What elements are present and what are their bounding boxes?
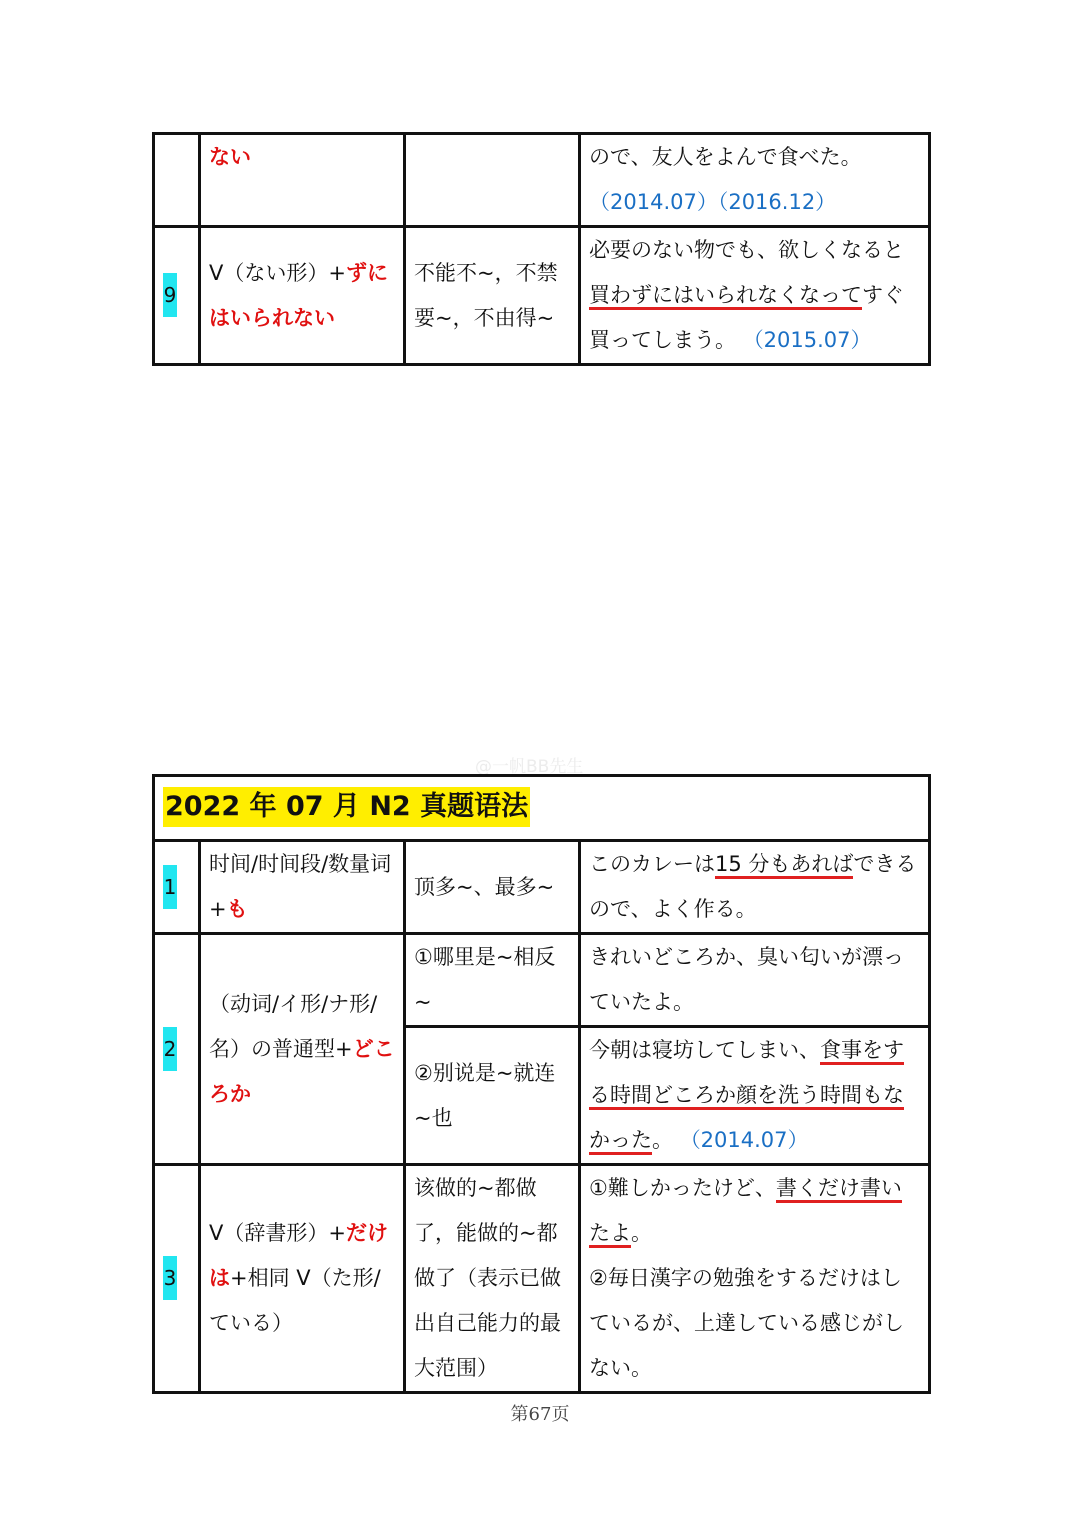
grammar-cell [200, 934, 405, 1165]
watermark: @一帆BB先生 [475, 757, 584, 777]
example-cell [580, 841, 930, 934]
meaning-cell: 顶多~、最多~ [405, 841, 580, 934]
underlined-grammar: 食事をする時間どころか顔を洗う時間もなかった [589, 1038, 904, 1155]
meaning-cell [405, 134, 580, 227]
page-number: 第67页 [510, 1404, 570, 1425]
row-number: 1 [163, 865, 177, 909]
exam-date: （2015.07） [742, 328, 872, 352]
grammar-prefix: V（ない形）+ [209, 260, 346, 285]
grammar-pattern: も [226, 897, 248, 921]
example-cell [580, 1165, 930, 1393]
title-row [154, 776, 930, 841]
exam-dates: （2014.07）（2016.12） [589, 190, 837, 214]
grammar-pattern: ない [209, 145, 251, 169]
grammar-cell [200, 841, 405, 934]
example-text: すぐ買ってしまう。 [589, 283, 904, 352]
underlined-grammar: 書くだけ書いたよ [589, 1176, 902, 1248]
example-cell: きれいどころか、臭い匂いが漂っていたよ。 [580, 934, 930, 1027]
row-number-cell [154, 227, 200, 365]
table-row [154, 227, 930, 365]
grammar-prefix: V（辞書形）+ [209, 1221, 346, 1245]
meaning-cell: ②别说是~就连~也 [405, 1027, 580, 1165]
grammar-table-continued [152, 132, 931, 366]
grammar-pattern: だけは [209, 1221, 388, 1290]
row-number: 2 [163, 1027, 177, 1071]
table-row [154, 841, 930, 934]
underlined-grammar: 買わずにはいられなくなって [589, 283, 862, 310]
meaning-cell: ①哪里是~相反~ [405, 934, 580, 1027]
example-text: できるので、よく作る。 [589, 852, 917, 921]
grammar-table-2022 [152, 774, 931, 1394]
meaning-cell: 该做的~都做了，能做的~都做了（表示已做出自己能力的最大范围） [405, 1165, 580, 1393]
underlined-grammar: 15 分もあれば [715, 852, 853, 879]
example-text: ②毎日漢字の勉強をするだけはしているが、上達している感じがしない。 [589, 1266, 904, 1380]
row-number-cell [154, 841, 200, 934]
table-row [154, 134, 930, 227]
grammar-pattern: ずにはいられない [209, 260, 388, 330]
row-number: 9 [163, 273, 177, 317]
grammar-prefix: （动词/イ形/ナ形/名）の普通型+ [209, 991, 378, 1061]
table-row [154, 1165, 930, 1393]
row-number-cell [154, 1165, 200, 1393]
grammar-pattern: どころか [209, 1036, 395, 1106]
exam-date: （2014.07） [679, 1128, 809, 1152]
table-title: 2022 年 07 月 N2 真题语法 [163, 787, 530, 827]
row-number: 3 [163, 1256, 177, 1300]
example-text: 。 [631, 1221, 652, 1245]
grammar-prefix: 时间/时间段/数量词+ [209, 852, 392, 921]
example-cell [580, 1027, 930, 1165]
example-text: 必要のない物でも、欲しくなると [589, 238, 904, 262]
title-cell [154, 776, 930, 841]
example-text: ①難しかったけど、 [589, 1176, 776, 1200]
row-number-cell [154, 134, 200, 227]
example-text: このカレーは [589, 852, 715, 876]
grammar-cell [200, 227, 405, 365]
grammar-cell [200, 134, 405, 227]
grammar-suffix: +相同 V（た形/ている） [209, 1266, 381, 1335]
example-cell [580, 227, 930, 365]
row-number-cell [154, 934, 200, 1165]
table-row [154, 934, 930, 1027]
example-text: 今朝は寝坊してしまい、 [589, 1038, 820, 1062]
example-sentence: ので、友人をよんで食べた。 [589, 145, 862, 169]
meaning-cell: 不能不~，不禁要~，不由得~ [405, 227, 580, 365]
example-text: 。 [652, 1128, 673, 1152]
example-cell [580, 134, 930, 227]
grammar-cell [200, 1165, 405, 1393]
